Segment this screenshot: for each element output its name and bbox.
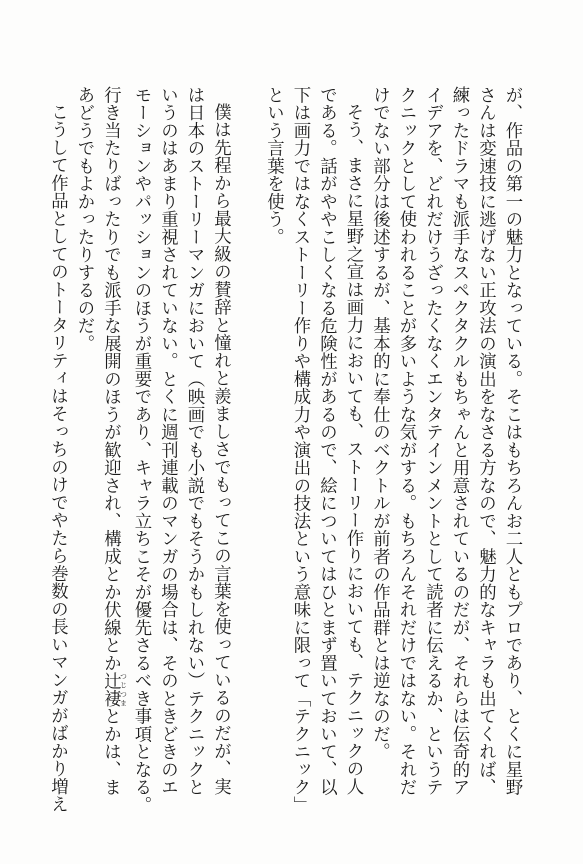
- text-line: という言葉を使う。: [263, 86, 284, 246]
- text-line: 練ったドラマも派手なスペクタクルもちゃんと用意されているのだが、それらは伝奇的ア: [449, 86, 469, 796]
- text-line: である。話がややこしくなる危険性があるので、絵についてはひとまず置いておいて、以: [316, 86, 337, 796]
- text-line: さんは変速技に逃げない正攻法の演出をなさる方なので、魅力的なキャラも出てくれば、: [475, 86, 496, 796]
- text-line: 行き当たりばったりでも派手な展開のほうが歓迎され、構成とか伏線とか辻褄 つじつまとかは、ま: [100, 86, 128, 796]
- text-line: 僕は先程から最大級の賛辞と憧れと羨ましさでもってこの言葉を使っているのだが、実: [210, 103, 231, 796]
- text-line: あどうでもよかったりするのだ。: [74, 86, 94, 353]
- paragraph-gap: [234, 86, 261, 806]
- text-line: そう、まさに星野之宣は画力においても、ストーリー作りにおいても、テクニックの人: [343, 103, 363, 796]
- text-line: クニックとして使われることが多いような気がする。もちろんそれだけではない。それだ: [396, 86, 416, 796]
- text-line: は日本のストーリーマンガにおいて（映画でも小説でもそうかもしれない）テクニックと: [184, 86, 204, 796]
- text-line: 下は画力ではなくストーリー作りや構成力や演出の技法という意味に限って「テクニック」: [290, 86, 310, 814]
- body-text: [44, 86, 525, 814]
- ruby-annotation: 辻褄 つじつま: [100, 671, 128, 708]
- text-line: モーションやパッションのほうが重要であり、キャラ立ちこそが優先さるべき事項となる。: [131, 86, 151, 814]
- text-line: イデアを、どれだけうざったくなくエンタテインメントとして読者に伝えるか、というテ: [422, 86, 443, 796]
- text-line: けでない部分は後述するが、基本的に奉仕のベクトルが前者の作品群とは逆なのだ。: [369, 86, 390, 761]
- text-line: いうのはあまり重視されていない。とくに週刊連載のマンガの場合は、そのときどきのエ: [157, 86, 178, 796]
- text-line: が、作品の第一の魅力となっている。そこはもちろんお二人ともプロであり、とくに星野: [502, 86, 522, 796]
- text-line: こうして作品としてのトータリティはそっちのけでやたら巻数の長いマンガがばかり増え: [47, 103, 68, 814]
